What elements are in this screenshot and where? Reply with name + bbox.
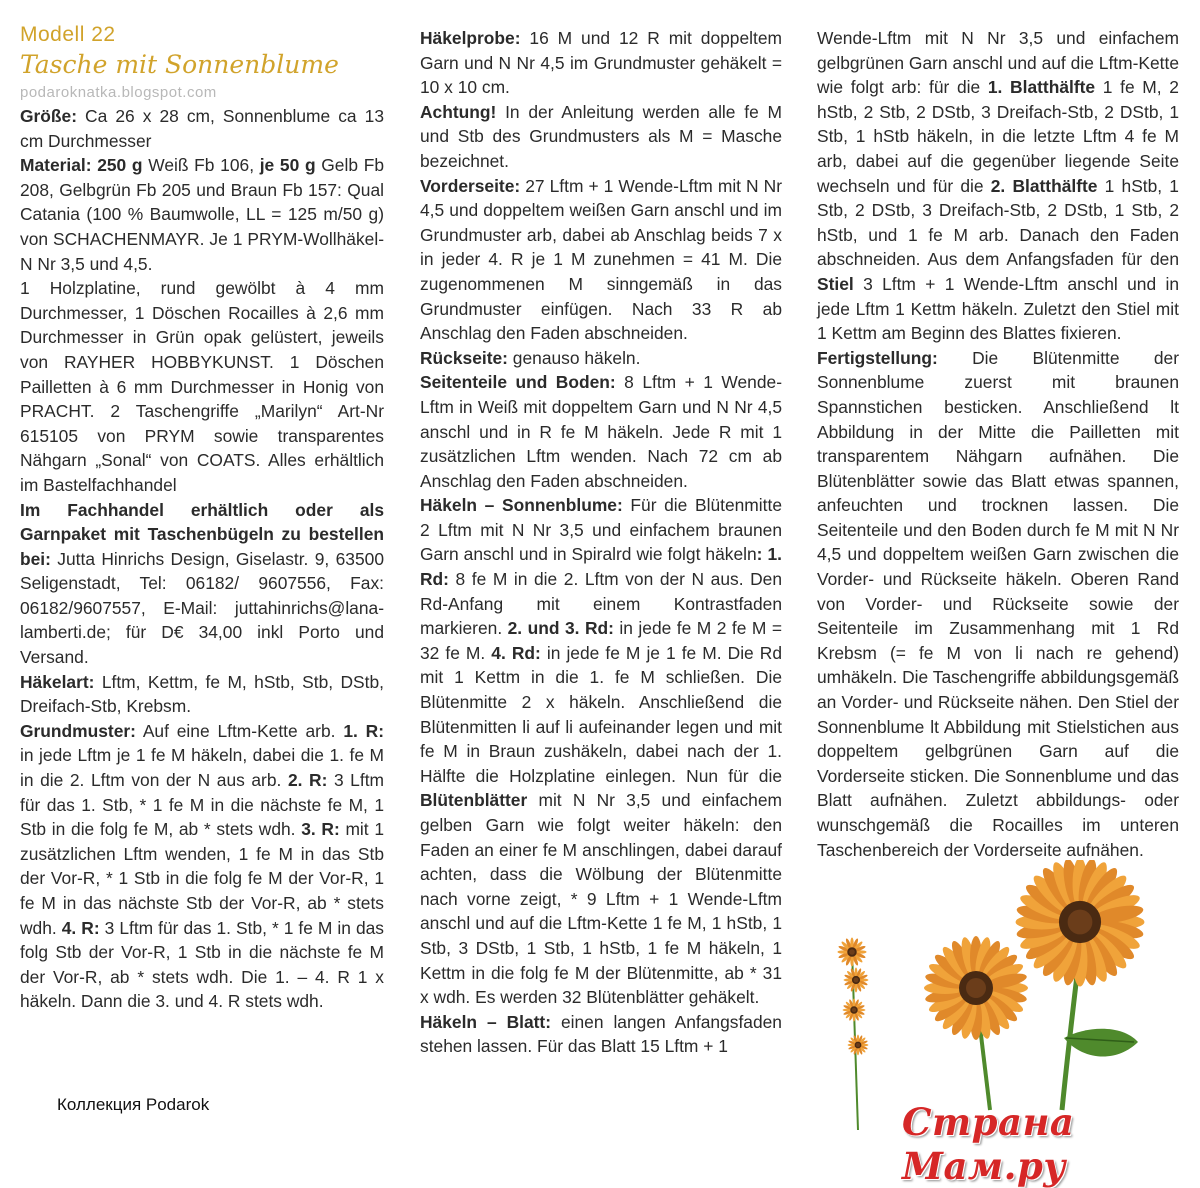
stitch-type-paragraph [20, 670, 384, 719]
sunflower-text-5: mit N Nr 3,5 und einfachem gelben Garn wie folgt weiter häkeln: den Faden an einer fe M anschlingen, dabei darauf achten, dass die Wölbung der Blütenmitte nach vorne zeigt, * 9 Lftm + 1 Wende-Lftm anschl und auf die Lftm-Kette 1 fe M, 1 hStb, 1 Stb, 3 DStb, 1 Stb, 1 hStb, 1 fe M häkeln, 1 Kettm in die folg fe M der Blütenmitte, ab * 31 x wdh. Es werden 32 Blütenblätter gehäkelt. [420, 790, 782, 1008]
pattern-title: Tasche mit Sonnenblume [20, 50, 339, 79]
row-1-label: 1. R: [343, 720, 384, 741]
sides-paragraph [420, 370, 782, 493]
stitch-type-text: Lftm, Kettm, fe M, hStb, Stb, DStb, Dreifach-Stb, Krebsm. [20, 671, 384, 717]
petals-label: Blütenblätter [420, 790, 528, 811]
leaf-text: einen langen Anfangsfaden stehen lassen. Für das Blatt 15 Lftm + 1 [420, 1011, 782, 1057]
basic-pattern-paragraph [20, 719, 384, 1014]
blog-watermark: podaroknatka.blogspot.com [20, 84, 217, 101]
front-label: Vorderseite: [420, 175, 521, 196]
sunflower-text-3: in jede fe M 2 fe M = 32 fe M. [420, 618, 782, 663]
big-sunflower-icon [1015, 860, 1144, 987]
shop-paragraph [20, 498, 384, 670]
sunflower-text-2: 8 fe M in die 2. Lftm von der N aus. Den Rd-Anfang mit einem Kontrastfaden markieren. [420, 569, 782, 639]
round-1-label: : 1. Rd: [420, 544, 782, 590]
shop-label: Im Fachhandel erhältlich oder als Garnpaket mit Taschenbügeln zu bestellen bei: [20, 499, 384, 569]
mini-sunflowers-icon [837, 937, 868, 1130]
finishing-paragraph [817, 346, 1179, 862]
sunflower-text-4: in jede fe M je 1 fe M. Die Rd mit 1 Kettm in die 1. fe M schließen. Die Blütenmitte 2 x häkeln. Anschließend die Blütenmitten li auf li aufeinander legen und mit fe M in Braun zushäkeln, dabei nach der 1. Hälfte die Holzplatine einlegen. Nun für die [420, 642, 783, 786]
size-label: Größe: [20, 106, 78, 126]
front-text: 27 Lftm + 1 Wende-Lftm mit N Nr 4,5 und doppeltem weißen Garn anschl und im Grundmuster arb, dabei ab Anschlag beids 7 x in jeder 4. R je 1 M zunehmen = 41 M. Die zugenommenen M sinngemäß in das Grundmuster einfügen. Nach 33 R ab Anschlag den Faden abschneiden. [420, 175, 782, 344]
column-right [817, 26, 1179, 862]
size-paragraph [20, 104, 384, 153]
row-2-label: 2. R: [287, 770, 328, 791]
leaf-half-1-label: 1. Blatthälfte [987, 77, 1096, 98]
basic-pattern-text-5: 3 Lftm für das 1. Stb, * 1 fe M in das folg Stb der Vor-R, 1 Stb in die nächste fe M der Vor-R, ab * stets wdh. Die 1. – 4. R 1 x häkeln. Dann die 3. und 4. R stets wdh. [20, 917, 385, 1012]
back-paragraph [420, 346, 782, 371]
round-4-label: 4. Rd: [491, 642, 541, 663]
note-paragraph [420, 100, 782, 174]
stem-label: Stiel [817, 273, 854, 294]
sides-text: 8 Lftm + 1 Wende-Lftm in Weiß mit doppeltem Garn und N Nr 4,5 anschl und in R fe M häkeln. Jede R mit 1 zusätzlichen Lftm wenden. Nach 72 cm ab Anschlag den Faden abschneiden. [420, 372, 782, 491]
gauge-paragraph [420, 26, 782, 100]
finishing-label: Fertigstellung: [817, 347, 938, 368]
gauge-label: Häkelprobe: [420, 28, 521, 48]
leaf-continued-paragraph [817, 26, 1179, 346]
basic-pattern-label: Grundmuster: [20, 720, 136, 741]
material-paragraph-2: 1 Holzplatine, rund gewölbt à 4 mm Durchmesser, 1 Döschen Rocailles à 2,6 mm Durchmesser in Grün opak gelüstert, jeweils von RAYHER HOBBYKUNST. 1 Döschen Pailletten à 6 mm Durchmesser in Honig von PRACHT. 2 Taschengriffe „Marilyn“ Art-Nr 615105 von PRYM sowie transparentes Nähgarn „Sonal“ von COATS. Alles erhältlich im Bastelfachhandel [20, 278, 384, 495]
model-number: Modell 22 [20, 23, 116, 46]
leaf-half-2-label: 2. Blatthälfte [990, 175, 1098, 196]
sunflower-text-1: Für die Blütenmitte 2 Lftm mit N Nr 3,5 und einfachem braunen Garn anschl und in Spiralrd wie folgt häkeln [420, 495, 782, 565]
material-paragraph [20, 153, 384, 276]
column-left [20, 22, 384, 1014]
row-3-label: 3. R: [301, 819, 340, 840]
gauge-text: 16 M und 12 R mit doppeltem Garn und N Nr 4,5 im Grundmuster gehäkelt = 10 x 10 cm. [420, 28, 782, 98]
basic-pattern-text-4: mit 1 zusätzlichen Lftm wenden, 1 fe M in das Stb der Vor-R, * 1 Stb in die folg fe M der Vor-R, 1 fe M in das nächste Stb der Vor-R, ab * stets wdh. [20, 819, 384, 938]
finishing-text: Die Blütenmitte der Sonnenblume zuerst mit braunen Spannstichen besticken. Anschließend lt Abbildung in der Mitte die Pailletten mit transparentem Nähgarn aufnähen. Die Blütenblätter sowie das Blatt etwas spannen, anfeuchten und trocknen lassen. Die Seitenteile und den Boden durch fe M mit N Nr 4,5 und doppeltem weißen Garn zwischen die Vorder- und Rückseite häkeln. Oberen Rand von Vorder- und Rückseite sowie der Seitenteile im Zusammenhang mit 1 Rd Krebsm (= fe M von li nach re gehend) umhäkeln. Die Taschengriffe abbildungsgemäß an Vorder- und Rückseite nähen. Den Stiel der Sonnenblume lt Abbildung mit Stielstichen aus doppeltem gelbgrünen Garn auf die Vorderseite sticken. Die Sonnenblume und das Blatt aufnähen. Zuletzt abbildungs- oder wunschgemäß die Rocailles im unteren Taschenbereich der Vorderseite aufnähen. [817, 347, 1179, 860]
column-middle [420, 26, 782, 1059]
leaf-text-1: Wende-Lftm mit N Nr 3,5 und einfachem gelbgrünen Garn anschl und auf die Lftm-Kette wie folgt arb: für die [817, 28, 1179, 98]
leaf-label: Häkeln – Blatt: [420, 1011, 552, 1032]
note-label: Achtung! [420, 101, 497, 122]
shop-text: Jutta Hinrichs Design, Giselastr. 9, 63500 Seligenstadt, Tel: 06182/ 9607556, Fax: 06182/9607557, E-Mail: juttahinrichs@lana-lamberti.de; für D€ 34,00 inkl Porto und Versand. [20, 548, 384, 668]
sunflower-paragraph [420, 493, 782, 1009]
basic-pattern-text-3: 3 Lftm für das 1. Stb, * 1 fe M in die nächste fe M, 1 Stb in die folg fe M, ab * stets wdh. [20, 770, 385, 840]
leaf-icon [1064, 1029, 1138, 1057]
stitch-type-label: Häkelart: [20, 671, 95, 692]
back-label: Rückseite: [420, 347, 508, 368]
material-label: Material: 250 g [20, 155, 143, 176]
note-text: In der Anleitung werden alle fe M und Stb des Grundmusters als M = Masche bezeichnet. [420, 101, 782, 171]
basic-pattern-text-2: in jede Lftm je 1 fe M häkeln, dabei die 1. fe M in die 2. Lftm von der N aus arb. [20, 745, 384, 791]
size-text: Ca 26 x 28 cm, Sonnenblume ca 13 cm Durchmesser [20, 106, 384, 151]
front-paragraph [420, 174, 782, 346]
material-text-1: Weiß Fb 106, [142, 155, 260, 176]
collection-credit: Коллекция Podarok [57, 1095, 210, 1114]
material-text-2: Gelb Fb 208, Gelbgrün Fb 205 und Braun Fb 157: Qual Catania (100 % Baumwolle, LL = 125 m/50 g) von SCHACHENMAYR. Je 1 PRYM-Wollhäkel-N Nr 3,5 und 4,5. [20, 155, 384, 274]
small-sunflower-icon [924, 936, 1028, 1040]
leaf-text-2: 1 fe M, 2 hStb, 2 Stb, 2 DStb, 3 Dreifach-Stb, 2 DStb, 1 Stb, 1 hStb häkeln, in die letzte Lftm 4 fe M arb, dabei auf die gegenüber liegende Seite wechseln und für die [817, 77, 1179, 196]
leaf-text-3: 1 hStb, 1 Stb, 2 DStb, 3 Dreifach-Stb, 2 DStb, 1 Stb, 2 hStb, und 1 fe M arb. Danach den Faden abschneiden. Aus dem Anfangsfaden für den [817, 175, 1179, 270]
back-text: genauso häkeln. [507, 347, 641, 368]
basic-pattern-text-1: Auf eine Lftm-Kette arb. [135, 720, 344, 741]
row-4-label: 4. R: [61, 917, 100, 938]
round-2-3-label: 2. und 3. Rd: [507, 618, 614, 639]
leaf-paragraph [420, 1010, 782, 1059]
sunflower-illustration [818, 860, 1198, 1140]
material-bold-2: je 50 g [259, 155, 316, 176]
sides-label: Seitenteile und Boden: [420, 372, 616, 393]
sunflower-label: Häkeln – Sonnenblume: [420, 495, 623, 516]
site-logo: Страна Мам.ру [902, 1100, 1075, 1188]
leaf-text-4: 3 Lftm + 1 Wende-Lftm anschl und in jede Lftm 1 Kettm häkeln. Zuletzt den Stiel mit 1 Kettm am Beginn des Blattes fixieren. [817, 273, 1179, 344]
